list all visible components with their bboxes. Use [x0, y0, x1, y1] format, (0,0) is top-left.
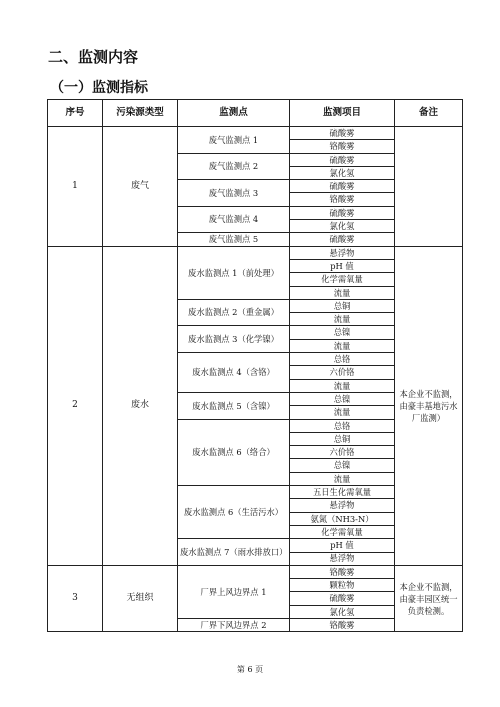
- monitoring-table: [47, 99, 463, 632]
- header-cell: 序号: [48, 100, 103, 127]
- monitoring-item-cell: 铬酸雾: [290, 140, 395, 153]
- monitoring-item-cell: 氯化氢: [290, 605, 395, 618]
- monitoring-item-cell: 硫酸雾: [290, 206, 395, 219]
- header-cell: 污染源类型: [103, 100, 178, 127]
- monitoring-item-cell: 铬酸雾: [290, 565, 395, 578]
- table-body: [48, 127, 463, 632]
- pollution-type-cell: 废气: [103, 127, 178, 247]
- monitoring-item-cell: 化学需氧量: [290, 273, 395, 286]
- row-number-cell: 3: [48, 565, 103, 631]
- monitoring-point-cell: 废气监测点 1: [178, 127, 290, 154]
- monitoring-point-cell: 废水监测点 3（化学镍）: [178, 326, 290, 353]
- monitoring-point-cell: 废水监测点 5（含镍）: [178, 392, 290, 419]
- monitoring-item-cell: 氨氮（NH3-N）: [290, 512, 395, 525]
- monitoring-point-cell: 废水监测点 7（雨水排放口）: [178, 539, 290, 566]
- monitoring-item-cell: 流量: [290, 472, 395, 485]
- monitoring-item-cell: 六价铬: [290, 446, 395, 459]
- section-title: 二、监测内容: [48, 48, 139, 66]
- header-cell: 监测点: [178, 100, 290, 127]
- monitoring-item-cell: 硫酸雾: [290, 127, 395, 140]
- monitoring-item-cell: 流量: [290, 406, 395, 419]
- monitoring-item-cell: 总铜: [290, 299, 395, 312]
- monitoring-item-cell: 总镍: [290, 326, 395, 339]
- row-number-cell: 1: [48, 127, 103, 247]
- monitoring-item-cell: 硫酸雾: [290, 592, 395, 605]
- row-number-cell: 2: [48, 246, 103, 565]
- header-cell: 监测项目: [290, 100, 395, 127]
- monitoring-point-cell: 废气监测点 3: [178, 180, 290, 207]
- pollution-type-cell: 无组织: [103, 565, 178, 631]
- monitoring-point-cell: 废水监测点 6（生活污水）: [178, 486, 290, 539]
- monitoring-point-cell: 废气监测点 4: [178, 206, 290, 233]
- monitoring-point-cell: 废水监测点 6（络合）: [178, 419, 290, 485]
- table-row: [48, 565, 463, 578]
- monitoring-item-cell: 氯化氢: [290, 166, 395, 179]
- monitoring-item-cell: 总铬: [290, 419, 395, 432]
- monitoring-item-cell: 氯化氢: [290, 220, 395, 233]
- monitoring-point-cell: 厂界上风边界点 1: [178, 565, 290, 618]
- monitoring-item-cell: 五日生化需氧量: [290, 486, 395, 499]
- monitoring-item-cell: 悬浮物: [290, 552, 395, 565]
- monitoring-item-cell: 总铜: [290, 432, 395, 445]
- monitoring-item-cell: 总铬: [290, 353, 395, 366]
- page-number: 第 6 页: [236, 665, 264, 674]
- pollution-type-cell: 废水: [103, 246, 178, 565]
- monitoring-point-cell: 废水监测点 4（含铬）: [178, 353, 290, 393]
- monitoring-item-cell: pH 值: [290, 259, 395, 272]
- monitoring-item-cell: 六价铬: [290, 366, 395, 379]
- table-header-row: [48, 100, 463, 127]
- table-row: [48, 127, 463, 140]
- subsection-title: （一）监测指标: [50, 80, 148, 96]
- monitoring-item-cell: 总镍: [290, 459, 395, 472]
- monitoring-item-cell: 化学需氧量: [290, 525, 395, 538]
- monitoring-item-cell: pH 值: [290, 539, 395, 552]
- monitoring-point-cell: 废气监测点 5: [178, 233, 290, 246]
- monitoring-item-cell: 硫酸雾: [290, 153, 395, 166]
- monitoring-item-cell: 颗粒物: [290, 579, 395, 592]
- monitoring-item-cell: 流量: [290, 286, 395, 299]
- monitoring-item-cell: 硫酸雾: [290, 180, 395, 193]
- remark-cell: [395, 127, 463, 247]
- monitoring-item-cell: 悬浮物: [290, 246, 395, 259]
- monitoring-point-cell: 废水监测点 1（前处理）: [178, 246, 290, 299]
- remark-cell: 本企业不监测，由豪丰园区统一负责检测。: [395, 565, 463, 631]
- monitoring-item-cell: 流量: [290, 379, 395, 392]
- monitoring-item-cell: 流量: [290, 313, 395, 326]
- monitoring-item-cell: 总镍: [290, 392, 395, 405]
- monitoring-item-cell: 悬浮物: [290, 499, 395, 512]
- monitoring-point-cell: 废水监测点 2（重金属）: [178, 299, 290, 326]
- table-row: [48, 246, 463, 259]
- monitoring-item-cell: 铬酸雾: [290, 618, 395, 631]
- remark-cell: 本企业不监测，由豪丰基地污水厂监测）: [395, 246, 463, 565]
- header-cell: 备注: [395, 100, 463, 127]
- monitoring-item-cell: 硫酸雾: [290, 233, 395, 246]
- monitoring-point-cell: 废气监测点 2: [178, 153, 290, 180]
- monitoring-item-cell: 流量: [290, 339, 395, 352]
- monitoring-point-cell: 厂界下风边界点 2: [178, 618, 290, 631]
- monitoring-item-cell: 铬酸雾: [290, 193, 395, 206]
